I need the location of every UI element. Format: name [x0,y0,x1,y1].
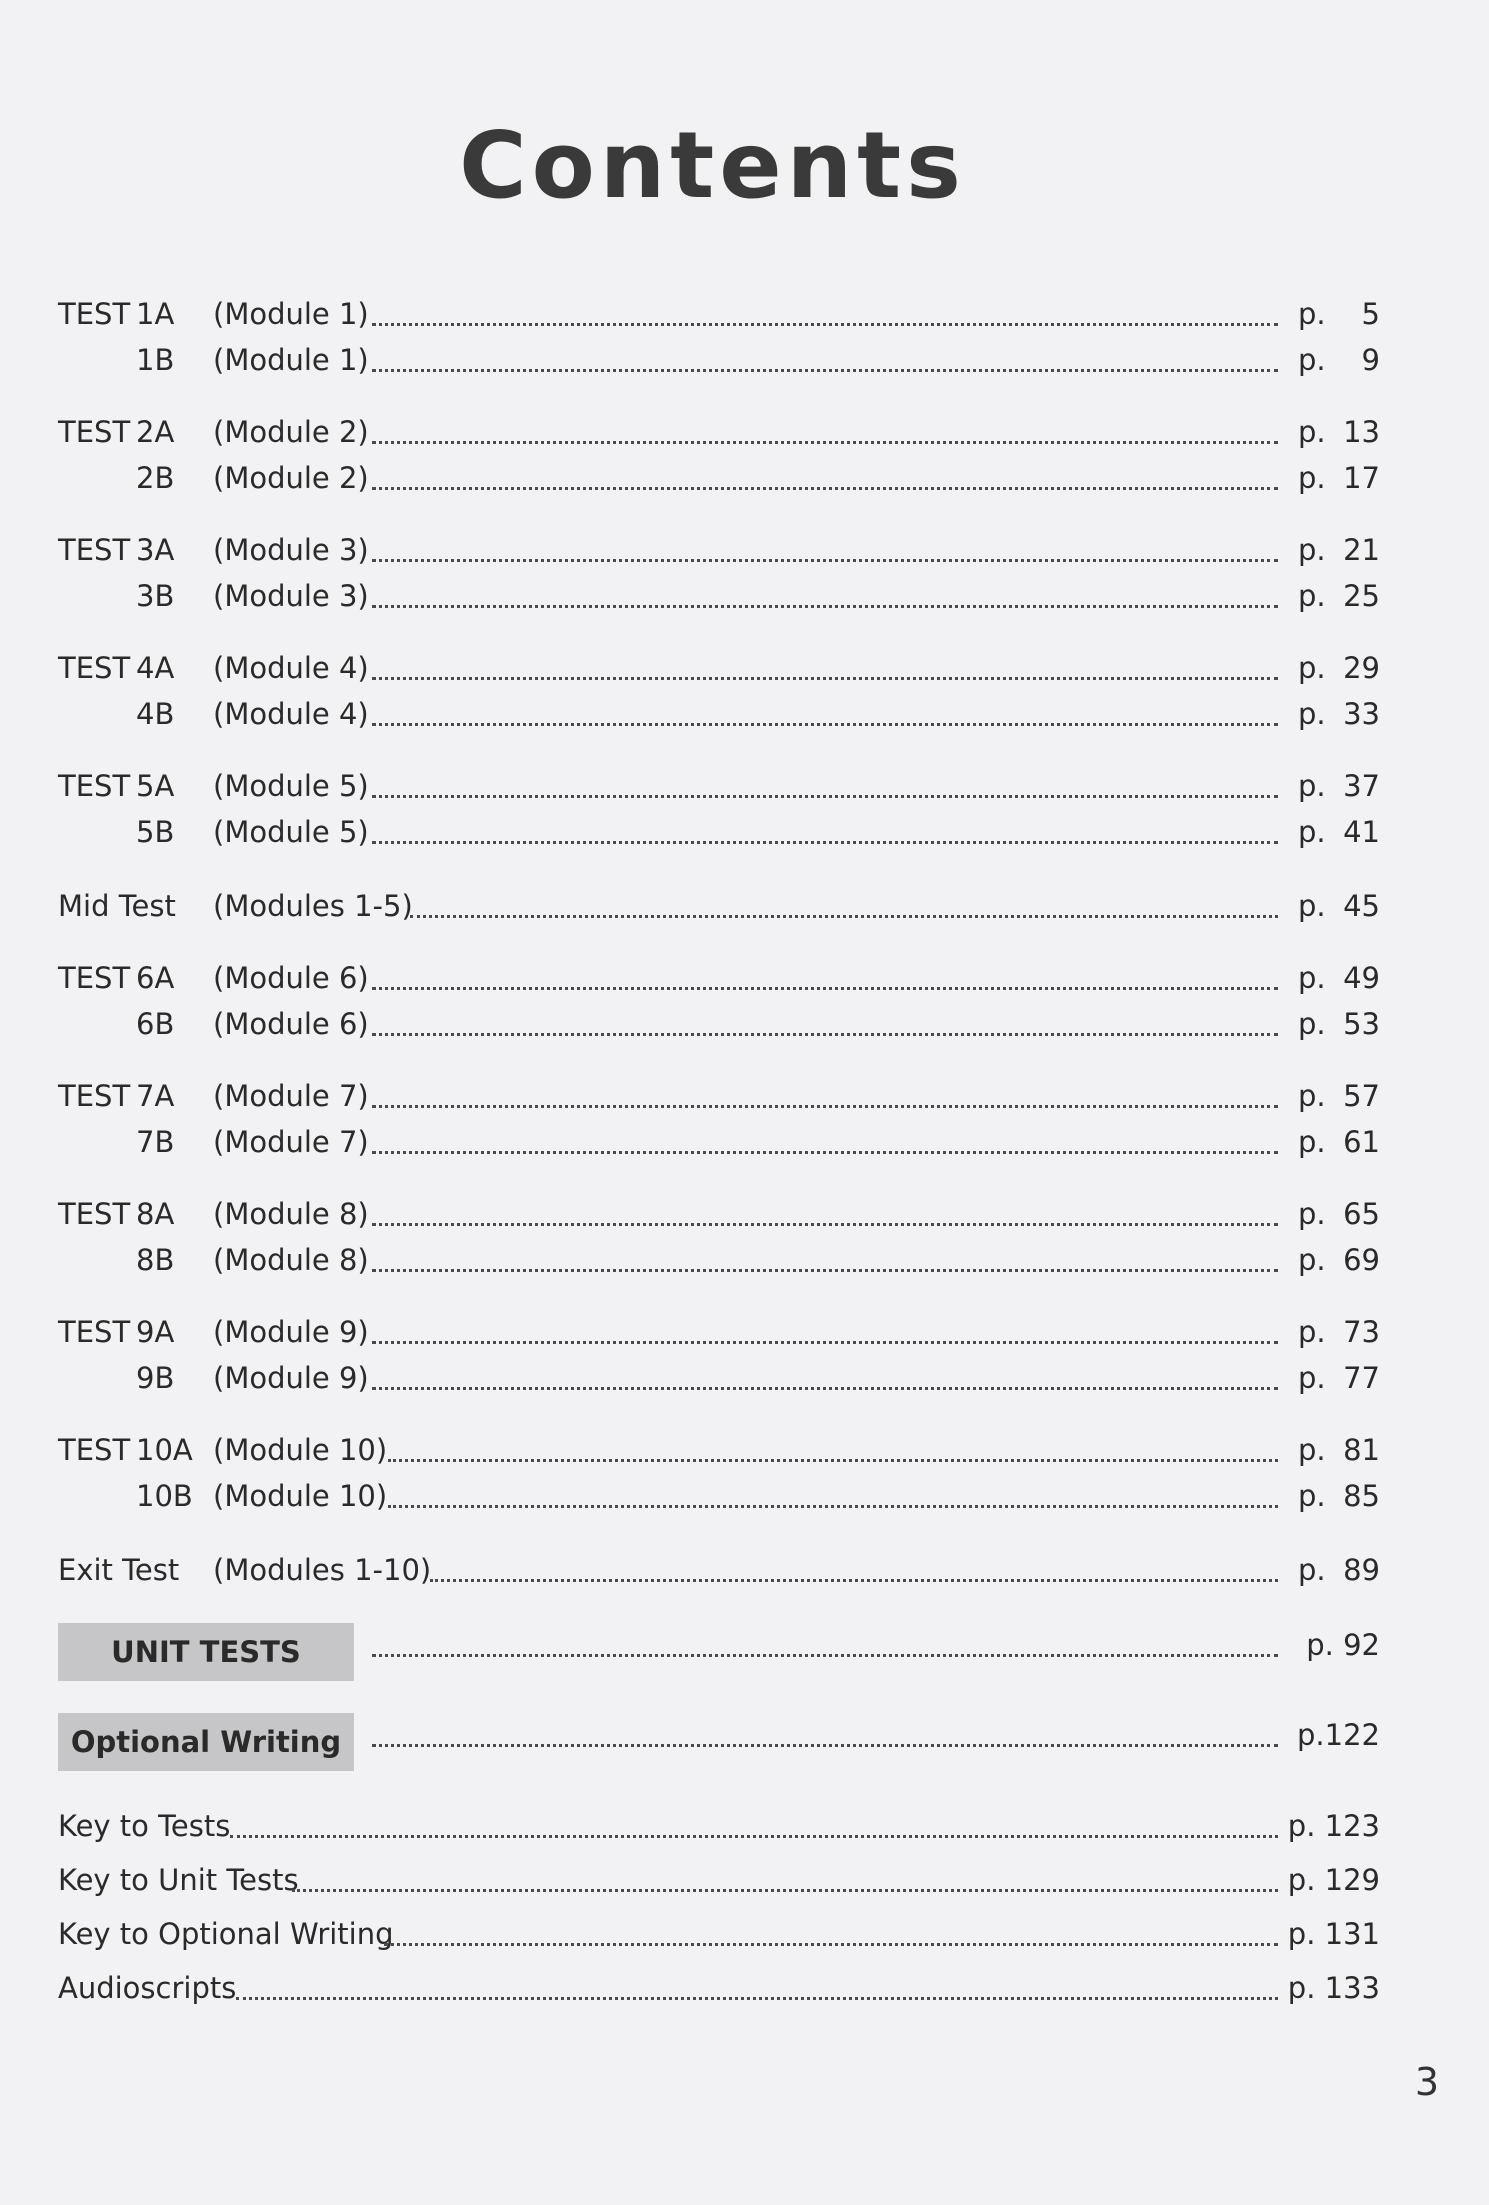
toc-row [58,574,1380,618]
toc-leader [372,677,1278,680]
toc-leader [388,1505,1278,1508]
toc-p: p. [1298,1007,1326,1041]
toc-module: (Module 10) [213,1433,388,1467]
toc-test: TEST [58,1315,131,1349]
toc-leader [372,723,1278,726]
toc-code: 9A [136,1315,175,1349]
toc-row [58,1192,1380,1236]
toc-page-number: 33 [1343,697,1380,731]
toc-module: (Module 6) [213,1007,369,1041]
toc-module: (Module 6) [213,961,369,995]
toc-module: (Module 1) [213,343,369,377]
toc-page-number: 73 [1343,1315,1380,1349]
toc-code: 5A [136,769,175,803]
optional-writing-label: Optional Writing [58,1713,354,1771]
toc-code: 6A [136,961,175,995]
toc-leader [372,1341,1278,1344]
toc-p: p. [1298,1079,1326,1113]
toc-leader [372,487,1278,490]
toc-leader [372,1744,1278,1747]
toc-code: 5B [136,815,175,849]
toc-module: (Module 2) [213,415,369,449]
toc-test: TEST [58,961,131,995]
toc-row [58,1002,1380,1046]
toc-module: (Module 4) [213,651,369,685]
toc-module: (Module 3) [213,533,369,567]
toc-row-key [58,1912,1380,1956]
toc-code: 8A [136,1197,175,1231]
toc-row [58,528,1380,572]
toc-p: p. [1298,1243,1326,1277]
toc-code: 1A [136,297,175,331]
toc-page-number: 17 [1343,461,1380,495]
toc-leader [292,1889,1278,1892]
toc-row [58,1548,1380,1592]
toc-row [58,292,1380,336]
toc-p: p. [1298,579,1326,613]
toc-page-number: 61 [1343,1125,1380,1159]
toc-module: (Modules 1-5) [213,889,413,923]
toc-row [58,1428,1380,1472]
toc-module: (Module 3) [213,579,369,613]
toc-module: (Module 7) [213,1125,369,1159]
toc-row-key [58,1858,1380,1902]
toc-page-number: 41 [1343,815,1380,849]
toc-page-number: p. 92 [1306,1628,1380,1662]
toc-p: p. [1298,1315,1326,1349]
toc-code: 7A [136,1079,175,1113]
key-label: Audioscripts [58,1971,237,2005]
toc-leader [372,1223,1278,1226]
toc-module: (Module 9) [213,1315,369,1349]
toc-row-key [58,1804,1380,1848]
toc-p: p. [1298,651,1326,685]
toc-row-key [58,1966,1380,2010]
toc-leader [372,559,1278,562]
toc-module: (Module 9) [213,1361,369,1395]
toc-page-number: 65 [1343,1197,1380,1231]
toc-row-unit-tests [58,1623,1380,1667]
toc-row [58,956,1380,1000]
toc-page-number: 77 [1343,1361,1380,1395]
toc-leader [372,795,1278,798]
toc-leader [372,1033,1278,1036]
toc-row [58,810,1380,854]
toc-row-optional-writing [58,1713,1380,1757]
toc-test: TEST [58,533,131,567]
toc-page-number: 49 [1343,961,1380,995]
toc-leader [388,1459,1278,1462]
toc-code: 8B [136,1243,175,1277]
toc-test: Exit Test [58,1553,180,1587]
toc-row [58,456,1380,500]
toc-leader [372,1654,1278,1657]
toc-module: (Module 4) [213,697,369,731]
toc-leader [372,369,1278,372]
toc-p: p. [1298,1197,1326,1231]
toc-code: 6B [136,1007,175,1041]
toc-row [58,1356,1380,1400]
toc-code: 10B [136,1479,193,1513]
toc-page-number: 37 [1343,769,1380,803]
toc-p: p. [1298,889,1326,923]
toc-p: p. [1298,1361,1326,1395]
toc-code: 1B [136,343,175,377]
toc-row [58,884,1380,928]
toc-code: 3B [136,579,175,613]
toc-module: (Module 7) [213,1079,369,1113]
toc-test: TEST [58,297,131,331]
toc-module: (Module 5) [213,769,369,803]
toc-p: p. [1298,697,1326,731]
key-label: Key to Tests [58,1809,231,1843]
toc-row [58,1474,1380,1518]
toc-p: p. [1298,343,1326,377]
toc-p: p. [1298,1479,1326,1513]
toc-row [58,692,1380,736]
toc-page-number: p. 133 [1287,1971,1380,2005]
toc-page-number: p. 123 [1287,1809,1380,1843]
toc-code: 2B [136,461,175,495]
toc-p: p. [1298,415,1326,449]
toc-code: 2A [136,415,175,449]
toc-leader [236,1997,1278,2000]
toc-code: 7B [136,1125,175,1159]
toc-module: (Module 8) [213,1197,369,1231]
toc-leader [372,441,1278,444]
toc-page-number: p. 131 [1287,1917,1380,1951]
toc-leader [410,915,1278,918]
toc-page-number: 57 [1343,1079,1380,1113]
toc-code: 9B [136,1361,175,1395]
toc-module: (Module 8) [213,1243,369,1277]
toc-p: p. [1298,1125,1326,1159]
toc-p: p. [1298,769,1326,803]
toc-leader [372,841,1278,844]
toc-row [58,764,1380,808]
toc-page-number: 25 [1343,579,1380,613]
toc-p: p. [1298,1553,1326,1587]
toc-page-number: 53 [1343,1007,1380,1041]
toc-page-number: p. 129 [1287,1863,1380,1897]
toc-row [58,410,1380,454]
toc-test: TEST [58,1079,131,1113]
toc-page-number: 81 [1343,1433,1380,1467]
toc-test: TEST [58,1433,131,1467]
toc-module: (Module 10) [213,1479,388,1513]
toc-code: 4B [136,697,175,731]
toc-page-number: 69 [1343,1243,1380,1277]
toc-leader [372,605,1278,608]
toc-page-number: p.122 [1297,1718,1380,1752]
toc-page-number: 29 [1343,651,1380,685]
key-label: Key to Unit Tests [58,1863,299,1897]
toc-code: 3A [136,533,175,567]
toc-leader [384,1943,1278,1946]
toc-test: Mid Test [58,889,176,923]
toc-page-number: 9 [1361,343,1380,377]
toc-page-number: 85 [1343,1479,1380,1513]
toc-leader [372,1387,1278,1390]
toc-p: p. [1298,297,1326,331]
page-number: 3 [1414,2060,1439,2104]
toc-row [58,1310,1380,1354]
toc-test: TEST [58,415,131,449]
toc-module: (Module 5) [213,815,369,849]
toc-leader [430,1579,1278,1582]
toc-page-number: 13 [1343,415,1380,449]
toc-leader [372,1269,1278,1272]
toc-page-number: 5 [1361,297,1380,331]
toc-module: (Module 1) [213,297,369,331]
toc-page-number: 45 [1343,889,1380,923]
toc-page-number: 89 [1343,1553,1380,1587]
toc-row [58,338,1380,382]
toc-row [58,1238,1380,1282]
toc-row [58,1074,1380,1118]
toc-row [58,646,1380,690]
toc-code: 10A [136,1433,193,1467]
toc-module: (Module 2) [213,461,369,495]
toc-test: TEST [58,651,131,685]
toc-leader [230,1835,1278,1838]
toc-p: p. [1298,815,1326,849]
toc-p: p. [1298,961,1326,995]
page-title: Contents [459,112,966,219]
toc-p: p. [1298,533,1326,567]
key-label: Key to Optional Writing [58,1917,394,1951]
toc-leader [372,1151,1278,1154]
toc-test: TEST [58,1197,131,1231]
unit-tests-label: UNIT TESTS [58,1623,354,1681]
toc-leader [372,323,1278,326]
toc-row [58,1120,1380,1164]
toc-leader [372,1105,1278,1108]
toc-p: p. [1298,461,1326,495]
toc-test: TEST [58,769,131,803]
toc-module: (Modules 1-10) [213,1553,432,1587]
toc-leader [372,987,1278,990]
toc-p: p. [1298,1433,1326,1467]
toc-page-number: 21 [1343,533,1380,567]
toc-code: 4A [136,651,175,685]
